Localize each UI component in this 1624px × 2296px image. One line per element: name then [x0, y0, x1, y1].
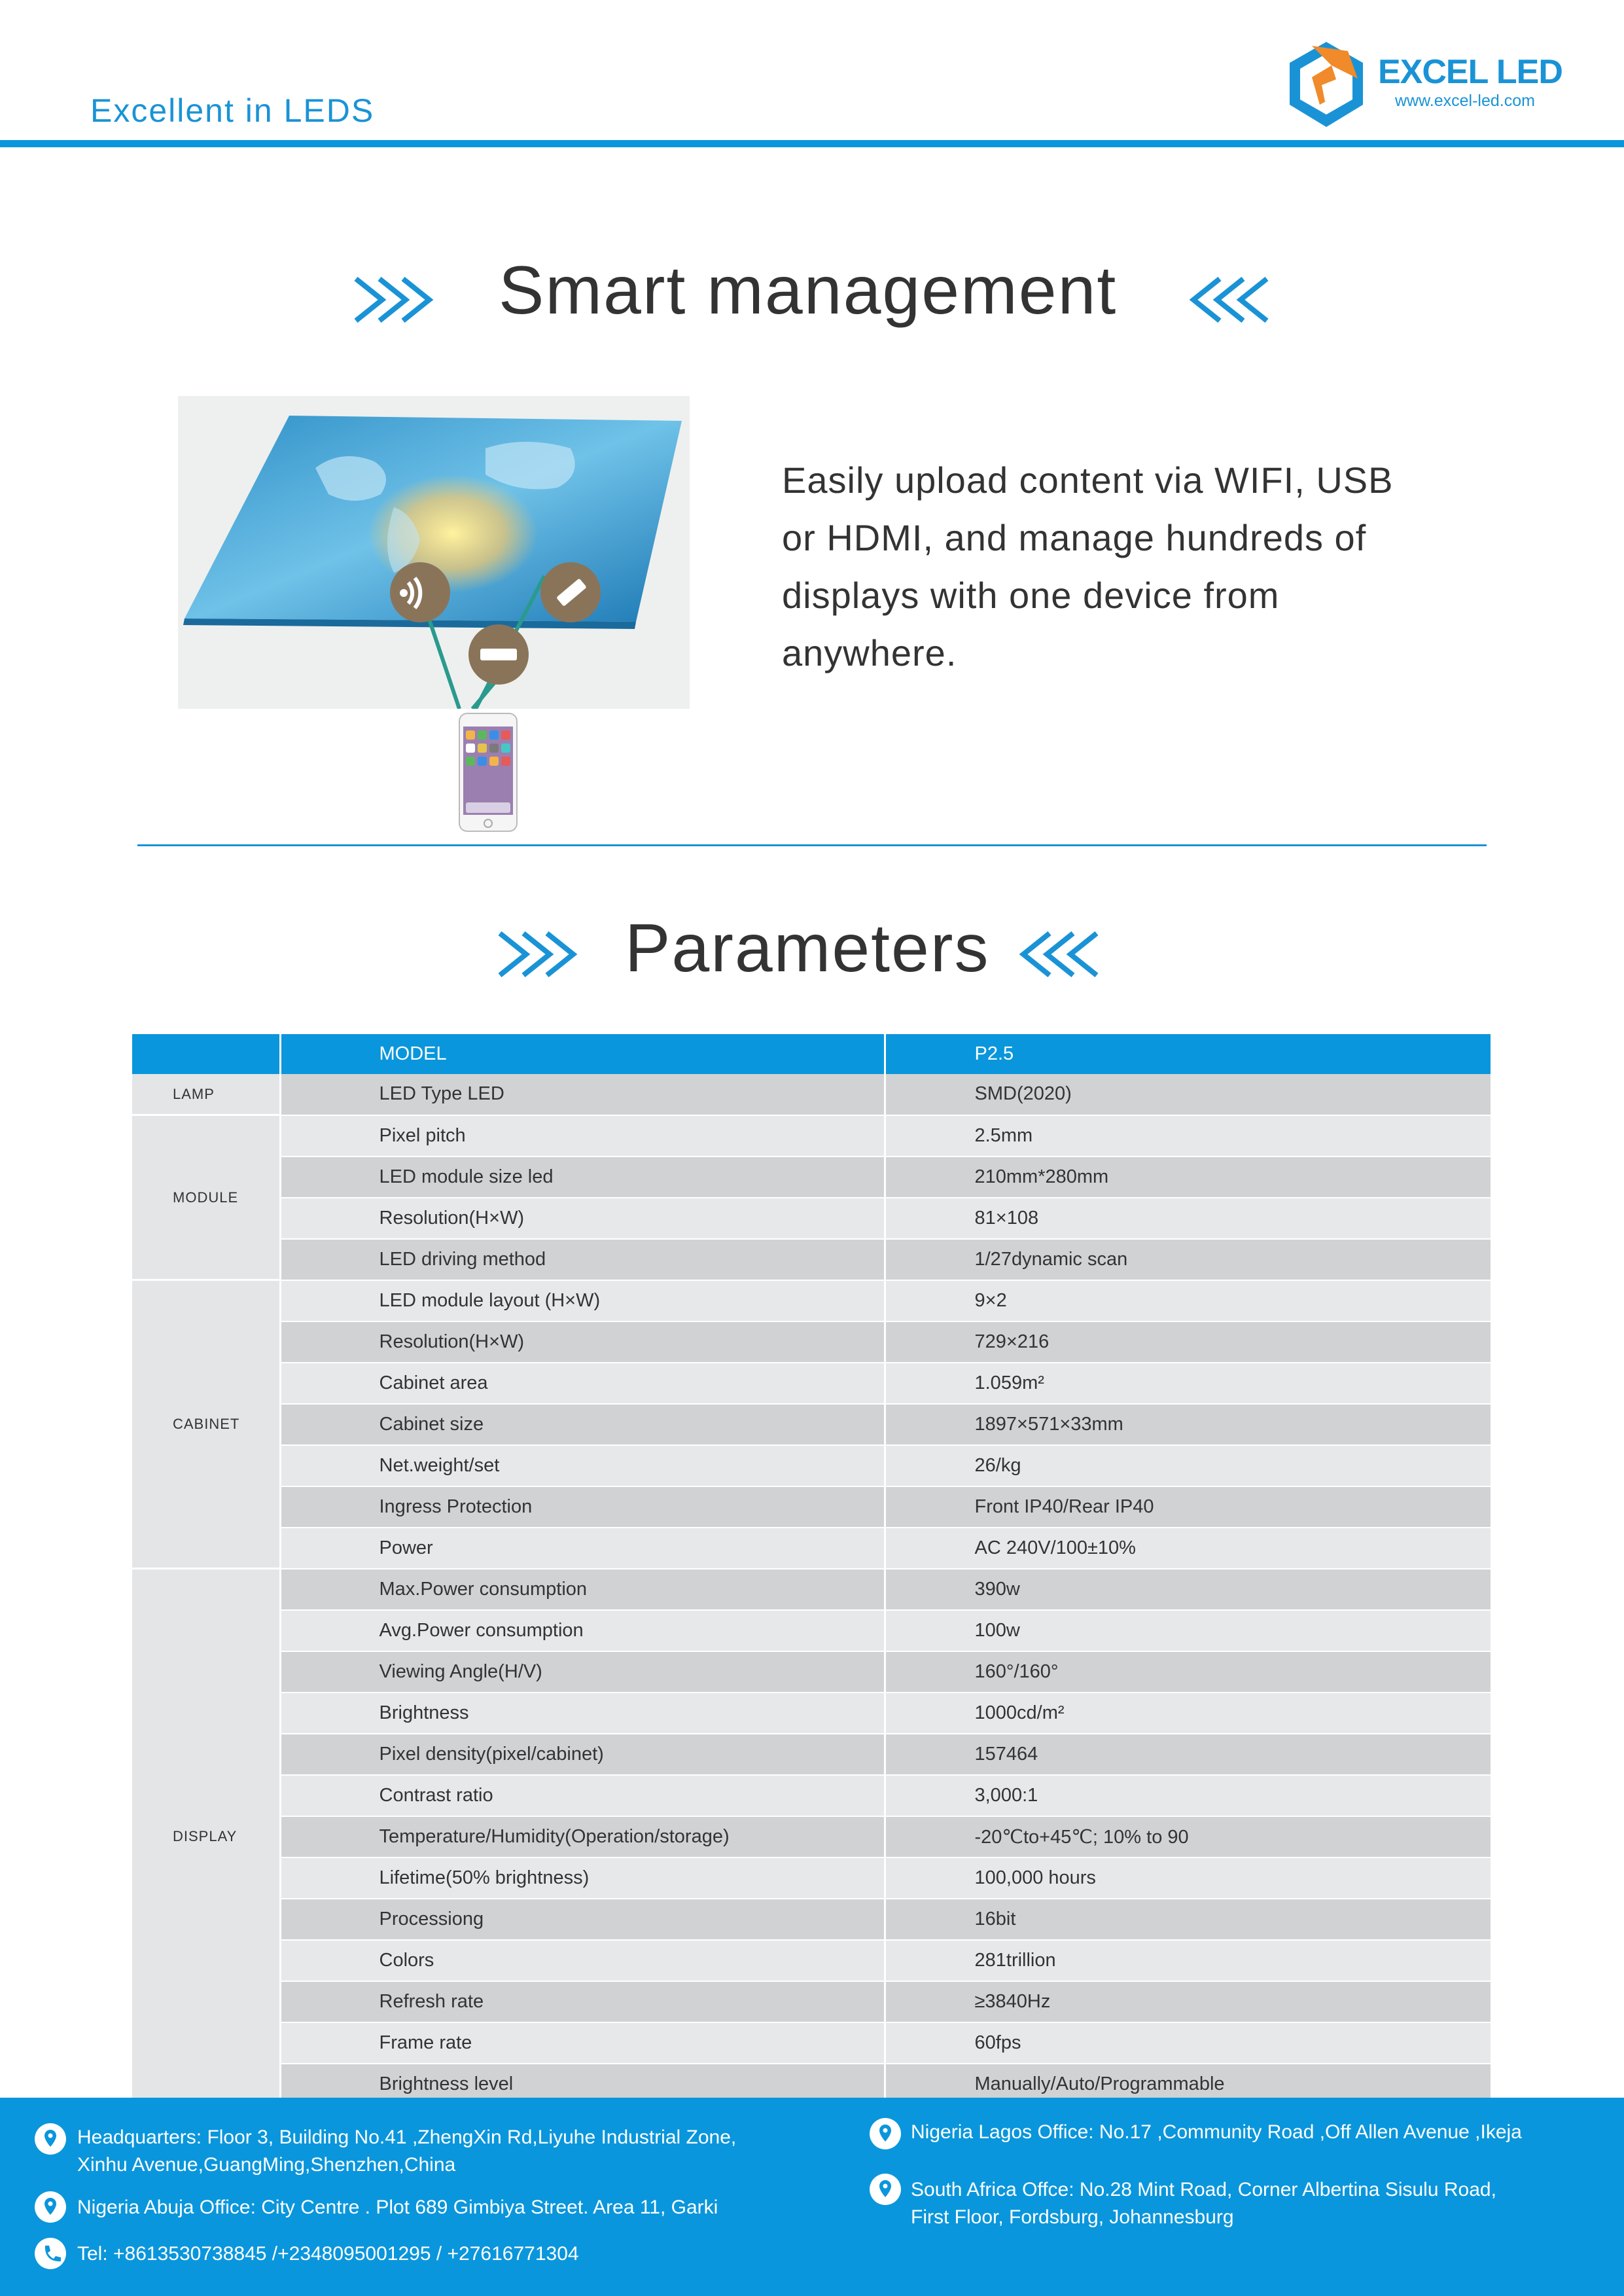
param-value: 160°/160°	[885, 1651, 1491, 1693]
phone-icon	[34, 2237, 67, 2270]
param-value: 100,000 hours	[885, 1857, 1491, 1899]
footer-lagos-office: Nigeria Lagos Office: No.17 ,Community Road ,Off Allen Avenue ,Ikeja	[911, 2121, 1522, 2143]
param-value: 81×108	[885, 1198, 1491, 1239]
table-row	[132, 1198, 1491, 1239]
param-label: Max.Power consumption	[280, 1569, 885, 1610]
table-row	[132, 1651, 1491, 1693]
footer-telephone: Tel: +8613530738845 /+2348095001295 / +27616771304	[77, 2243, 579, 2265]
param-label: Power	[280, 1528, 885, 1569]
param-label: Avg.Power consumption	[280, 1610, 885, 1651]
section-divider	[137, 844, 1487, 846]
param-label: Cabinet size	[280, 1404, 885, 1445]
table-row	[132, 1569, 1491, 1610]
footer-hq-line2: Xinhu Avenue,GuangMing,Shenzhen,China	[77, 2154, 456, 2176]
param-label: LED driving method	[280, 1239, 885, 1280]
table-row	[132, 1528, 1491, 1569]
group-label: LAMP	[132, 1074, 280, 1115]
table-row	[132, 1981, 1491, 2022]
table-row	[132, 1734, 1491, 1775]
table-header-model: MODEL	[280, 1034, 885, 1074]
param-label: Refresh rate	[280, 1981, 885, 2022]
param-label: Brightness level	[280, 2064, 885, 2105]
table-row	[132, 1404, 1491, 1445]
table-row	[132, 1816, 1491, 1857]
param-label: Processiong	[280, 1899, 885, 1940]
param-value: 157464	[885, 1734, 1491, 1775]
chevron-right-icon	[353, 274, 438, 326]
param-value: 390w	[885, 1569, 1491, 1610]
param-value: 1.059m²	[885, 1363, 1491, 1404]
parameters-title: Parameters	[625, 910, 990, 986]
param-value: 60fps	[885, 2022, 1491, 2064]
param-label: Cabinet area	[280, 1363, 885, 1404]
param-label: Colors	[280, 1940, 885, 1981]
location-pin-icon	[34, 2191, 67, 2223]
param-label: Viewing Angle(H/V)	[280, 1651, 885, 1693]
table-row	[132, 1321, 1491, 1363]
table-header-row	[132, 1034, 1491, 1074]
table-row	[132, 1280, 1491, 1321]
footer-south-africa-line2: First Floor, Fordsburg, Johannesburg	[911, 2206, 1234, 2228]
param-value: 16bit	[885, 1899, 1491, 1940]
param-label: Resolution(H×W)	[280, 1198, 885, 1239]
param-value: 100w	[885, 1610, 1491, 1651]
display-connectivity-illustration	[178, 396, 690, 709]
table-header-value: P2.5	[885, 1034, 1491, 1074]
smart-management-title: Smart management	[499, 253, 1118, 329]
table-row	[132, 1940, 1491, 1981]
param-value: 26/kg	[885, 1445, 1491, 1486]
param-label: Contrast ratio	[280, 1775, 885, 1816]
param-label: Ingress Protection	[280, 1486, 885, 1528]
table-header-blank	[132, 1034, 280, 1074]
header-rule	[0, 140, 1624, 147]
table-row	[132, 1899, 1491, 1940]
param-label: Frame rate	[280, 2022, 885, 2064]
location-pin-icon	[869, 2117, 902, 2150]
param-value: 281trillion	[885, 1940, 1491, 1981]
param-label: Pixel density(pixel/cabinet)	[280, 1734, 885, 1775]
table-row	[132, 1610, 1491, 1651]
logo-name: EXCEL LED	[1378, 53, 1562, 91]
tagline: Excellent in LEDS	[90, 92, 375, 129]
param-label: LED module layout (H×W)	[280, 1280, 885, 1321]
param-label: LED Type LED	[280, 1074, 885, 1115]
logo-url: www.excel-led.com	[1395, 92, 1535, 110]
footer	[0, 2098, 1624, 2296]
param-value: -20℃to+45℃; 10% to 90	[885, 1816, 1491, 1857]
param-label: Net.weight/set	[280, 1445, 885, 1486]
smartphone-icon	[458, 712, 518, 833]
param-value: 1/27dynamic scan	[885, 1239, 1491, 1280]
table-row	[132, 1157, 1491, 1198]
param-value: Manually/Auto/Programmable	[885, 2064, 1491, 2105]
param-label: Temperature/Humidity(Operation/storage)	[280, 1816, 885, 1857]
excel-led-logo-icon	[1286, 39, 1368, 131]
chevron-left-icon	[1014, 928, 1099, 980]
location-pin-icon	[869, 2173, 902, 2206]
param-value: 1000cd/m²	[885, 1693, 1491, 1734]
smart-management-description: Easily upload content via WIFI, USB or HDMI, and manage hundreds of displays with one device from anywhere.	[782, 459, 1394, 673]
param-value: SMD(2020)	[885, 1074, 1491, 1115]
table-row	[132, 2022, 1491, 2064]
param-label: Pixel pitch	[280, 1115, 885, 1157]
table-row	[132, 1363, 1491, 1404]
table-row	[132, 1486, 1491, 1528]
param-value: 2.5mm	[885, 1115, 1491, 1157]
param-value: 729×216	[885, 1321, 1491, 1363]
footer-hq-line1: Headquarters: Floor 3, Building No.41 ,ZhengXin Rd,Liyuhe Industrial Zone,	[77, 2126, 737, 2148]
param-value: ≥3840Hz	[885, 1981, 1491, 2022]
param-value: Front IP40/Rear IP40	[885, 1486, 1491, 1528]
footer-south-africa-line1: South Africa Offce: No.28 Mint Road, Corner Albertina Sisulu Road,	[911, 2179, 1496, 2200]
param-value: 210mm*280mm	[885, 1157, 1491, 1198]
group-label: DISPLAY	[132, 1569, 280, 2105]
param-value: 3,000:1	[885, 1775, 1491, 1816]
table-row	[132, 1775, 1491, 1816]
table-row	[132, 1445, 1491, 1486]
parameters-table-body	[132, 1074, 1491, 2105]
table-row	[132, 1115, 1491, 1157]
table-row	[132, 1857, 1491, 1899]
table-row	[132, 1074, 1491, 1115]
table-row	[132, 1693, 1491, 1734]
parameters-table	[132, 1034, 1491, 2106]
location-pin-icon	[34, 2123, 67, 2155]
group-label: CABINET	[132, 1280, 280, 1569]
chevron-left-icon	[1184, 274, 1269, 326]
param-label: Resolution(H×W)	[280, 1321, 885, 1363]
param-label: Brightness	[280, 1693, 885, 1734]
param-value: AC 240V/100±10%	[885, 1528, 1491, 1569]
param-value: 9×2	[885, 1280, 1491, 1321]
param-value: 1897×571×33mm	[885, 1404, 1491, 1445]
footer-abuja-office: Nigeria Abuja Office: City Centre . Plot 689 Gimbiya Street. Area 11, Garki	[77, 2197, 718, 2218]
table-row	[132, 1239, 1491, 1280]
param-label: Lifetime(50% brightness)	[280, 1857, 885, 1899]
chevron-right-icon	[497, 928, 582, 980]
param-label: LED module size led	[280, 1157, 885, 1198]
group-label: MODULE	[132, 1115, 280, 1280]
